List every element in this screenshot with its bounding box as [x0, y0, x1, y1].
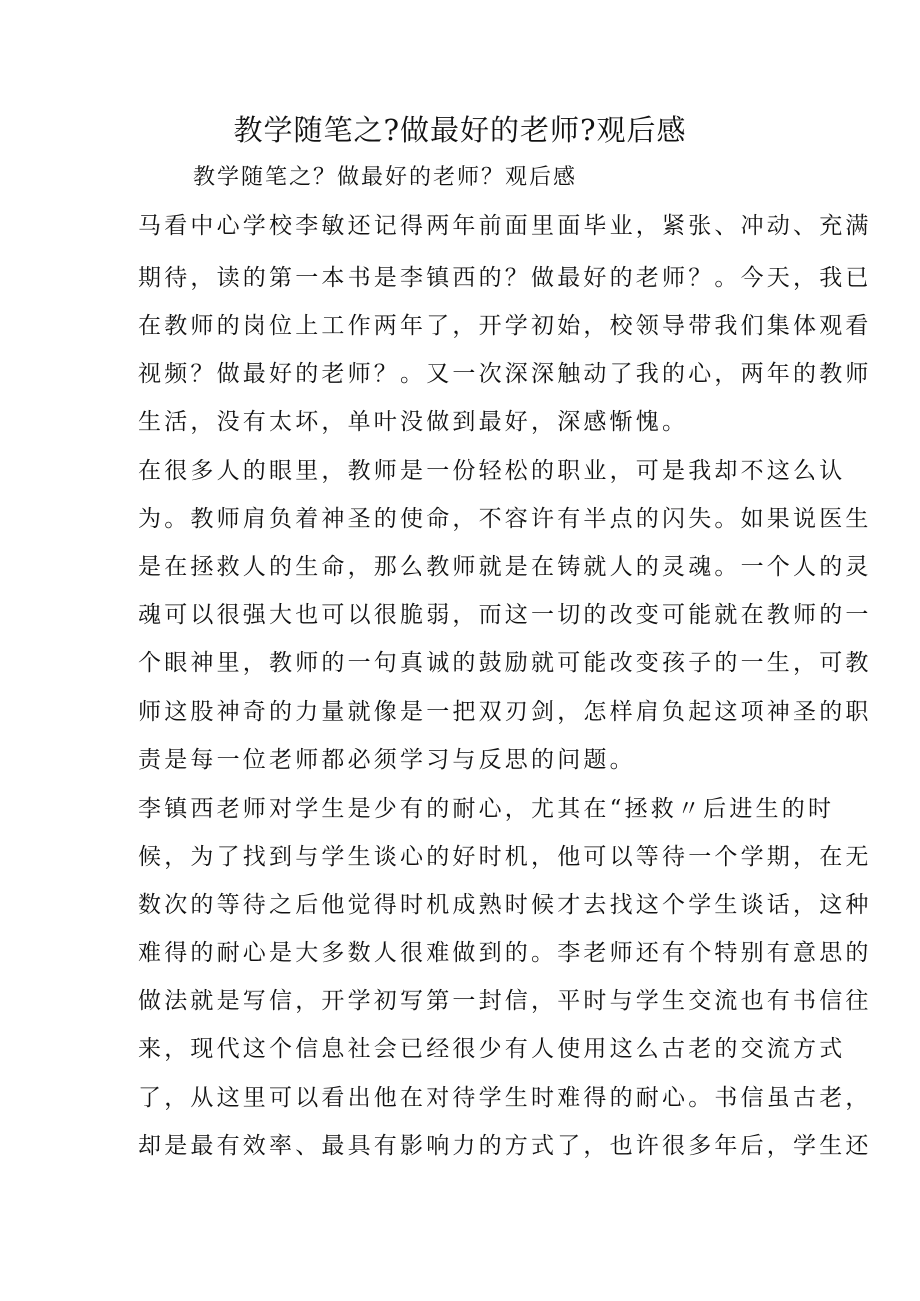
paragraph-line: 却是最有效率、最具有影响力的方式了，也许很多年后，学生还	[138, 1133, 872, 1159]
paragraph-line: 师这股神奇的力量就像是一把双刃剑，怎样肩负起这项神圣的职	[138, 699, 872, 725]
paragraph-line: 个眼神里，教师的一句真诚的鼓励就可能改变孩子的一生，可教	[138, 650, 872, 676]
paragraph-line: 李镇西老师对学生是少有的耐心，尤其在“拯救〃后进生的时	[138, 796, 835, 822]
paragraph-line: 候，为了找到与学生谈心的好时机，他可以等待一个学期，在无	[138, 844, 872, 870]
paragraph-line: 生活，没有太坏，单叶没做到最好，深感惭愧。	[138, 409, 689, 435]
paragraph-line: 责是每一位老师都必须学习与反思的问题。	[138, 747, 636, 773]
paragraph-line: 魂可以很强大也可以很脆弱，而这一切的改变可能就在教师的一	[138, 602, 872, 628]
document-title: 教学随笔之?做最好的老师?观后感	[233, 113, 687, 147]
paragraph-line: 难得的耐心是大多数人很难做到的。李老师还有个特别有意思的	[138, 940, 872, 966]
paragraph-line: 来，现代这个信息社会已经很少有人使用这么古老的交流方式	[138, 1036, 846, 1062]
document-subtitle: 教学随笔之？做最好的老师？观后感	[193, 165, 578, 190]
paragraph-line: 马看中心学校李敏还记得两年前面里面毕业，紧张、冲动、充满	[138, 213, 872, 239]
paragraph-line: 视频？做最好的老师？。又一次深深触动了我的心，两年的教师	[138, 361, 872, 387]
paragraph-line: 期待，读的第一本书是李镇西的？做最好的老师？。今天，我已	[138, 265, 872, 291]
paragraph-line: 了，从这里可以看出他在对待学生时难得的耐心。书信虽古老，	[138, 1085, 872, 1111]
paragraph-line: 数次的等待之后他觉得时机成熟时候才去找这个学生谈话，这种	[138, 892, 872, 918]
paragraph-line: 在很多人的眼里，教师是一份轻松的职业，可是我却不这么认	[138, 458, 846, 484]
paragraph-line: 做法就是写信，开学初写第一封信，平时与学生交流也有书信往	[138, 988, 872, 1014]
paragraph-line: 为。教师肩负着神圣的使命，不容许有半点的闪失。如果说医生	[138, 506, 872, 532]
paragraph-line: 是在拯救人的生命，那么教师就是在铸就人的灵魂。一个人的灵	[138, 554, 872, 580]
paragraph-line: 在教师的岗位上工作两年了，开学初始，校领导带我们集体观看	[138, 313, 872, 339]
